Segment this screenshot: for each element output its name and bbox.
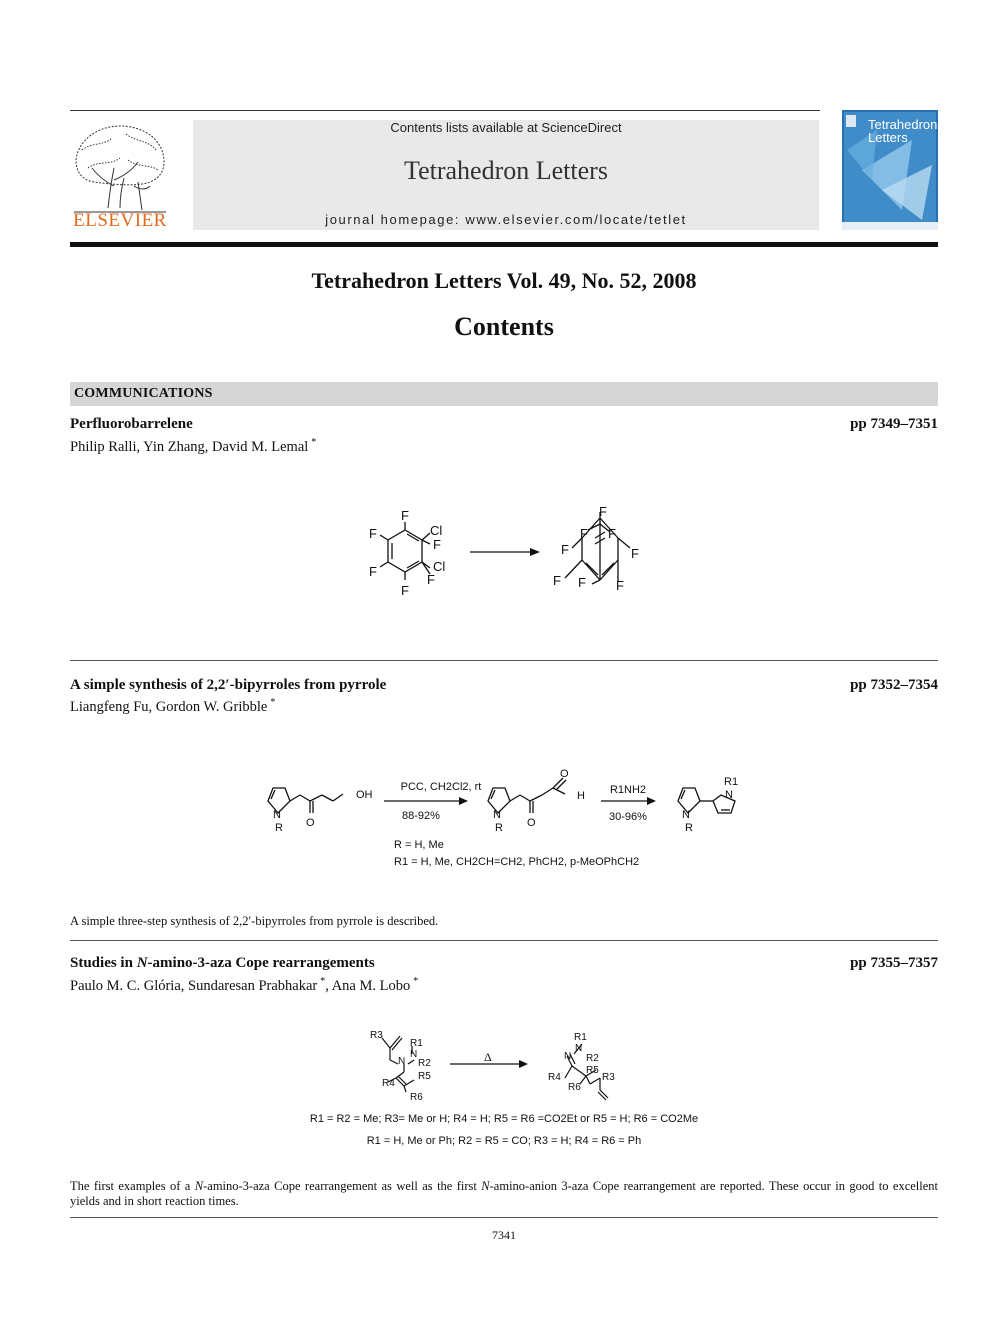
corresponding-author-mark: *	[311, 437, 317, 448]
footer-rule	[70, 1217, 938, 1218]
atom-label: N	[398, 1056, 406, 1067]
heat-symbol: Δ	[484, 1050, 492, 1064]
scheme-legend-line1: R1 = R2 = Me; R3= Me or H; R4 = H; R5 = R6 =CO2Et or R5 = H; R6 = CO2Me	[309, 1113, 699, 1125]
atom-label: R4	[382, 1078, 395, 1089]
atom-label: F	[369, 526, 377, 541]
section-label: COMMUNICATIONS	[74, 386, 213, 401]
atom-label: R	[495, 822, 503, 834]
step2-yield: 30-96%	[609, 811, 647, 823]
article-1-scheme	[360, 500, 660, 605]
atom-label: F	[401, 508, 409, 523]
atom-label: F	[561, 542, 569, 557]
elsevier-wordmark: ELSEVIER	[73, 210, 167, 231]
atom-label: Cl	[430, 523, 443, 538]
article-3-scheme	[360, 1026, 650, 1104]
hexane-ring	[388, 530, 422, 572]
article-3-title[interactable]	[70, 955, 375, 972]
atom-label: H	[577, 790, 585, 802]
cover-title-line2: Letters	[868, 130, 908, 145]
atom-label: R3	[370, 1030, 383, 1041]
atom-label: R2	[418, 1058, 431, 1069]
abstract-text: -amino-anion 3-aza Cope rearrangement are reported. These occur in good to excellent yields and in short reaction times.	[70, 1179, 939, 1208]
article-2-title[interactable]: A simple synthesis of 2,2′-bipyrroles from pyrrole	[70, 677, 387, 693]
abstract-text: -amino-3-aza Cope rearrangement as well as the first	[203, 1179, 482, 1193]
journal-cover	[842, 110, 938, 230]
title-text: Studies in	[70, 955, 137, 971]
atom-label: N	[410, 1049, 418, 1060]
contents-heading: Contents	[454, 312, 554, 341]
atom-label: R3	[602, 1072, 615, 1083]
article-1-authors	[70, 437, 316, 456]
atom-label: R5	[418, 1071, 431, 1082]
atom-label: N	[273, 809, 281, 821]
title-text: -amino-3-aza Cope rearrangements	[147, 955, 375, 971]
atom-label: R	[275, 822, 283, 834]
corresponding-author-mark: *	[270, 697, 276, 708]
atom-label: F	[608, 526, 616, 541]
cover-title-line1: Tetrahedron	[868, 117, 938, 132]
atom-label: Cl	[433, 559, 446, 574]
step1-reagent: PCC, CH2Cl2, rt	[400, 781, 482, 793]
author-list-part: Paulo M. C. Glória, Sundaresan Prabhakar	[70, 977, 318, 994]
cover-title	[868, 118, 938, 144]
step2-reagent: R1NH2	[609, 784, 647, 796]
issue-title: Tetrahedron Letters Vol. 49, No. 52, 2008	[311, 268, 697, 293]
atom-label: R2	[586, 1053, 599, 1064]
atom-label: R1	[724, 776, 739, 788]
article-3-pages: pp 7355–7357	[850, 955, 938, 971]
journal-homepage-link[interactable]: journal homepage: www.elsevier.com/locate/tetlet	[325, 212, 687, 227]
abstract-italic: N	[194, 1179, 204, 1193]
r1-definition: R1 = H, Me, CH2CH=CH2, PhCH2, p-MeOPhCH2	[394, 856, 640, 868]
atom-label: N	[564, 1051, 572, 1062]
header-top-rule	[70, 110, 820, 111]
title-italic: N	[136, 955, 148, 971]
scheme-legend-line2: R1 = H, Me or Ph; R2 = R5 = CO; R3 = H; R4 = R6 = Ph	[366, 1135, 642, 1147]
atom-label: O	[560, 768, 569, 780]
atom-label: N	[575, 1043, 583, 1054]
atom-label: F	[553, 573, 561, 588]
abstract-text: The first examples of a	[70, 1179, 195, 1193]
atom-label: F	[631, 546, 639, 561]
atom-label: R6	[568, 1082, 581, 1093]
article-separator	[70, 660, 938, 661]
atom-label: F	[616, 578, 624, 593]
atom-label: O	[527, 817, 536, 829]
article-2-abstract: A simple three-step synthesis of 2,2′-bipyrroles from pyrrole is described.	[70, 914, 439, 928]
article-2-pages: pp 7352–7354	[850, 677, 938, 693]
article-separator	[70, 940, 938, 941]
step1-yield: 88-92%	[402, 810, 440, 822]
atom-label: R	[685, 822, 693, 834]
atom-label: F	[433, 537, 441, 552]
atom-label: N	[493, 809, 501, 821]
arrowhead	[530, 548, 540, 556]
atom-label: F	[578, 575, 586, 590]
atom-label: OH	[356, 789, 373, 801]
article-3-authors	[70, 976, 418, 995]
article-1-pages: pp 7349–7351	[850, 416, 938, 432]
atom-label: R4	[548, 1072, 561, 1083]
atom-label: R1	[574, 1032, 587, 1043]
header-thick-rule	[70, 242, 938, 247]
page-number: 7341	[492, 1228, 516, 1242]
r-definition: R = H, Me	[394, 839, 444, 851]
atom-label: O	[306, 817, 315, 829]
author-list-part: , Ana M. Lobo	[325, 977, 411, 994]
atom-label: F	[401, 583, 409, 598]
journal-name: Tetrahedron Letters	[404, 156, 608, 185]
atom-label: N	[682, 809, 690, 821]
corresponding-author-mark: *	[413, 976, 419, 987]
abstract-italic: N	[481, 1179, 490, 1193]
corresponding-author-mark: *	[320, 976, 326, 987]
atom-label: R6	[410, 1092, 423, 1103]
atom-label: F	[599, 504, 607, 519]
atom-label: F	[580, 526, 588, 541]
article-1-title[interactable]: Perfluorobarrelene	[70, 416, 193, 432]
article-2-authors	[70, 697, 275, 716]
availability-notice: Contents lists available at ScienceDirect	[390, 120, 622, 135]
atom-label: F	[427, 572, 435, 587]
atom-label: R5	[586, 1065, 599, 1076]
article-3-abstract	[70, 1179, 938, 1209]
article-2-author-list: Liangfeng Fu, Gordon W. Gribble	[70, 698, 268, 715]
atom-label: N	[725, 789, 733, 801]
article-1-author-list: Philip Ralli, Yin Zhang, David M. Lemal	[70, 438, 309, 455]
atom-label: F	[369, 564, 377, 579]
atom-label: R1	[410, 1038, 423, 1049]
